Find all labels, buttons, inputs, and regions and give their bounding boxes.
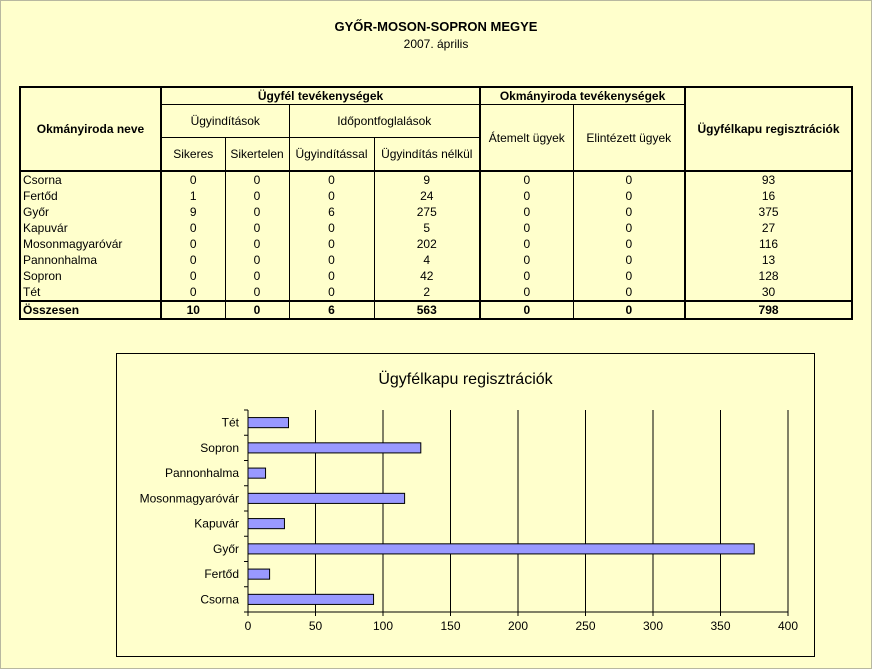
header-with-case-start: Ügyindítással xyxy=(289,138,374,172)
atemelt-cell: 0 xyxy=(480,268,573,284)
category-label: Fertőd xyxy=(204,567,239,582)
category-label: Győr xyxy=(212,541,239,556)
header-unsuccessful: Sikertelen xyxy=(225,138,289,172)
header-case-starts: Ügyindítások xyxy=(161,105,289,138)
table-row xyxy=(20,284,852,301)
office-name-cell: Tét xyxy=(20,284,161,301)
elintezett-cell: 0 xyxy=(573,252,685,268)
office-name-cell: Pannonhalma xyxy=(20,252,161,268)
table-row xyxy=(20,252,852,268)
sikertelen-cell: 0 xyxy=(225,268,289,284)
bar xyxy=(248,443,421,453)
x-tick-label: 350 xyxy=(710,619,731,633)
header-completed: Elintézett ügyek xyxy=(573,105,685,172)
ugyinditassal-cell: 0 xyxy=(289,188,374,204)
category-label: Kapuvár xyxy=(194,516,239,531)
bar xyxy=(248,418,289,428)
office-name-cell: Összesen xyxy=(20,301,161,319)
ugyinditassal-cell: 6 xyxy=(289,204,374,220)
sikeres-cell: 0 xyxy=(161,171,225,188)
table-row xyxy=(20,236,852,252)
header-client-gate-registrations: Ügyfélkapu regisztrációk xyxy=(685,87,852,171)
ugyinditas-nelkul-cell: 275 xyxy=(374,204,480,220)
x-tick-label: 150 xyxy=(440,619,461,633)
header-transferred: Átemelt ügyek xyxy=(480,105,573,172)
ugyfelkapu-cell: 93 xyxy=(685,171,852,188)
ugyinditas-nelkul-cell: 563 xyxy=(374,301,480,319)
bar xyxy=(248,493,405,503)
category-label: Sopron xyxy=(200,440,239,455)
bar xyxy=(248,569,270,579)
office-name-cell: Csorna xyxy=(20,171,161,188)
x-tick-label: 100 xyxy=(372,619,394,633)
table-row xyxy=(20,188,852,204)
atemelt-cell: 0 xyxy=(480,204,573,220)
atemelt-cell: 0 xyxy=(480,171,573,188)
category-label: Pannonhalma xyxy=(164,466,239,481)
ugyfelkapu-cell: 375 xyxy=(685,204,852,220)
elintezett-cell: 0 xyxy=(573,284,685,301)
bar xyxy=(248,594,374,604)
ugyfelkapu-cell: 30 xyxy=(685,284,852,301)
atemelt-cell: 0 xyxy=(480,236,573,252)
header-successful: Sikeres xyxy=(161,138,225,172)
data-table xyxy=(19,86,853,320)
ugyfelkapu-cell: 13 xyxy=(685,252,852,268)
sikeres-cell: 0 xyxy=(161,220,225,236)
elintezett-cell: 0 xyxy=(573,301,685,319)
atemelt-cell: 0 xyxy=(480,188,573,204)
chart-title: Ügyfélkapu regisztrációk xyxy=(378,371,553,388)
header-office-activities: Okmányiroda tevékenységek xyxy=(480,87,685,105)
x-tick-label: 400 xyxy=(777,619,799,633)
sikeres-cell: 0 xyxy=(161,284,225,301)
office-name-cell: Győr xyxy=(20,204,161,220)
ugyinditas-nelkul-cell: 24 xyxy=(374,188,480,204)
sikertelen-cell: 0 xyxy=(225,220,289,236)
sikertelen-cell: 0 xyxy=(225,284,289,301)
ugyfelkapu-cell: 128 xyxy=(685,268,852,284)
ugyinditas-nelkul-cell: 4 xyxy=(374,252,480,268)
ugyfelkapu-cell: 16 xyxy=(685,188,852,204)
ugyfelkapu-cell: 798 xyxy=(685,301,852,319)
sikeres-cell: 10 xyxy=(161,301,225,319)
ugyinditassal-cell: 0 xyxy=(289,268,374,284)
ugyinditassal-cell: 0 xyxy=(289,171,374,188)
office-name-cell: Kapuvár xyxy=(20,220,161,236)
ugyinditas-nelkul-cell: 2 xyxy=(374,284,480,301)
elintezett-cell: 0 xyxy=(573,220,685,236)
header-without-case-start: Ügyindítás nélkül xyxy=(374,138,480,172)
x-tick-label: 50 xyxy=(308,619,323,633)
x-tick-label: 300 xyxy=(642,619,664,633)
table-row xyxy=(20,204,852,220)
atemelt-cell: 0 xyxy=(480,220,573,236)
elintezett-cell: 0 xyxy=(573,268,685,284)
ugyfelkapu-cell: 27 xyxy=(685,220,852,236)
category-label: Csorna xyxy=(200,592,239,607)
bar xyxy=(248,468,266,478)
bar xyxy=(248,544,754,554)
sikertelen-cell: 0 xyxy=(225,188,289,204)
page-subtitle: 2007. április xyxy=(403,37,469,51)
header-appointments: Időpontfoglalások xyxy=(289,105,480,138)
ugyinditassal-cell: 6 xyxy=(289,301,374,319)
sikertelen-cell: 0 xyxy=(225,236,289,252)
atemelt-cell: 0 xyxy=(480,284,573,301)
sikertelen-cell: 0 xyxy=(225,301,289,319)
sikertelen-cell: 0 xyxy=(225,171,289,188)
category-label: Mosonmagyaróvár xyxy=(139,491,239,506)
elintezett-cell: 0 xyxy=(573,171,685,188)
office-name-cell: Mosonmagyaróvár xyxy=(20,236,161,252)
page-title: GYŐR-MOSON-SOPRON MEGYE xyxy=(334,19,538,34)
office-name-cell: Sopron xyxy=(20,268,161,284)
elintezett-cell: 0 xyxy=(573,188,685,204)
sikeres-cell: 0 xyxy=(161,252,225,268)
header-client-activities: Ügyfél tevékenységek xyxy=(161,87,480,105)
sikertelen-cell: 0 xyxy=(225,252,289,268)
table-row xyxy=(20,171,852,188)
elintezett-cell: 0 xyxy=(573,204,685,220)
ugyinditassal-cell: 0 xyxy=(289,220,374,236)
ugyinditas-nelkul-cell: 202 xyxy=(374,236,480,252)
ugyinditassal-cell: 0 xyxy=(289,252,374,268)
x-tick-label: 0 xyxy=(244,619,252,633)
sikeres-cell: 1 xyxy=(161,188,225,204)
sikertelen-cell: 0 xyxy=(225,204,289,220)
atemelt-cell: 0 xyxy=(480,252,573,268)
sikeres-cell: 0 xyxy=(161,268,225,284)
ugyinditassal-cell: 0 xyxy=(289,284,374,301)
ugyfelkapu-cell: 116 xyxy=(685,236,852,252)
bar-chart xyxy=(117,354,814,656)
bar xyxy=(248,519,284,529)
ugyinditas-nelkul-cell: 42 xyxy=(374,268,480,284)
chart-container xyxy=(116,353,815,657)
ugyinditas-nelkul-cell: 9 xyxy=(374,171,480,188)
table-row xyxy=(20,220,852,236)
x-tick-label: 250 xyxy=(575,619,596,633)
table-row xyxy=(20,268,852,284)
sikeres-cell: 9 xyxy=(161,204,225,220)
category-label: Tét xyxy=(221,415,239,430)
ugyinditas-nelkul-cell: 5 xyxy=(374,220,480,236)
table-total-row xyxy=(20,301,852,319)
header-office-name: Okmányiroda neve xyxy=(20,87,161,171)
atemelt-cell: 0 xyxy=(480,301,573,319)
office-name-cell: Fertőd xyxy=(20,188,161,204)
sikeres-cell: 0 xyxy=(161,236,225,252)
x-tick-label: 200 xyxy=(507,619,529,633)
elintezett-cell: 0 xyxy=(573,236,685,252)
ugyinditassal-cell: 0 xyxy=(289,236,374,252)
